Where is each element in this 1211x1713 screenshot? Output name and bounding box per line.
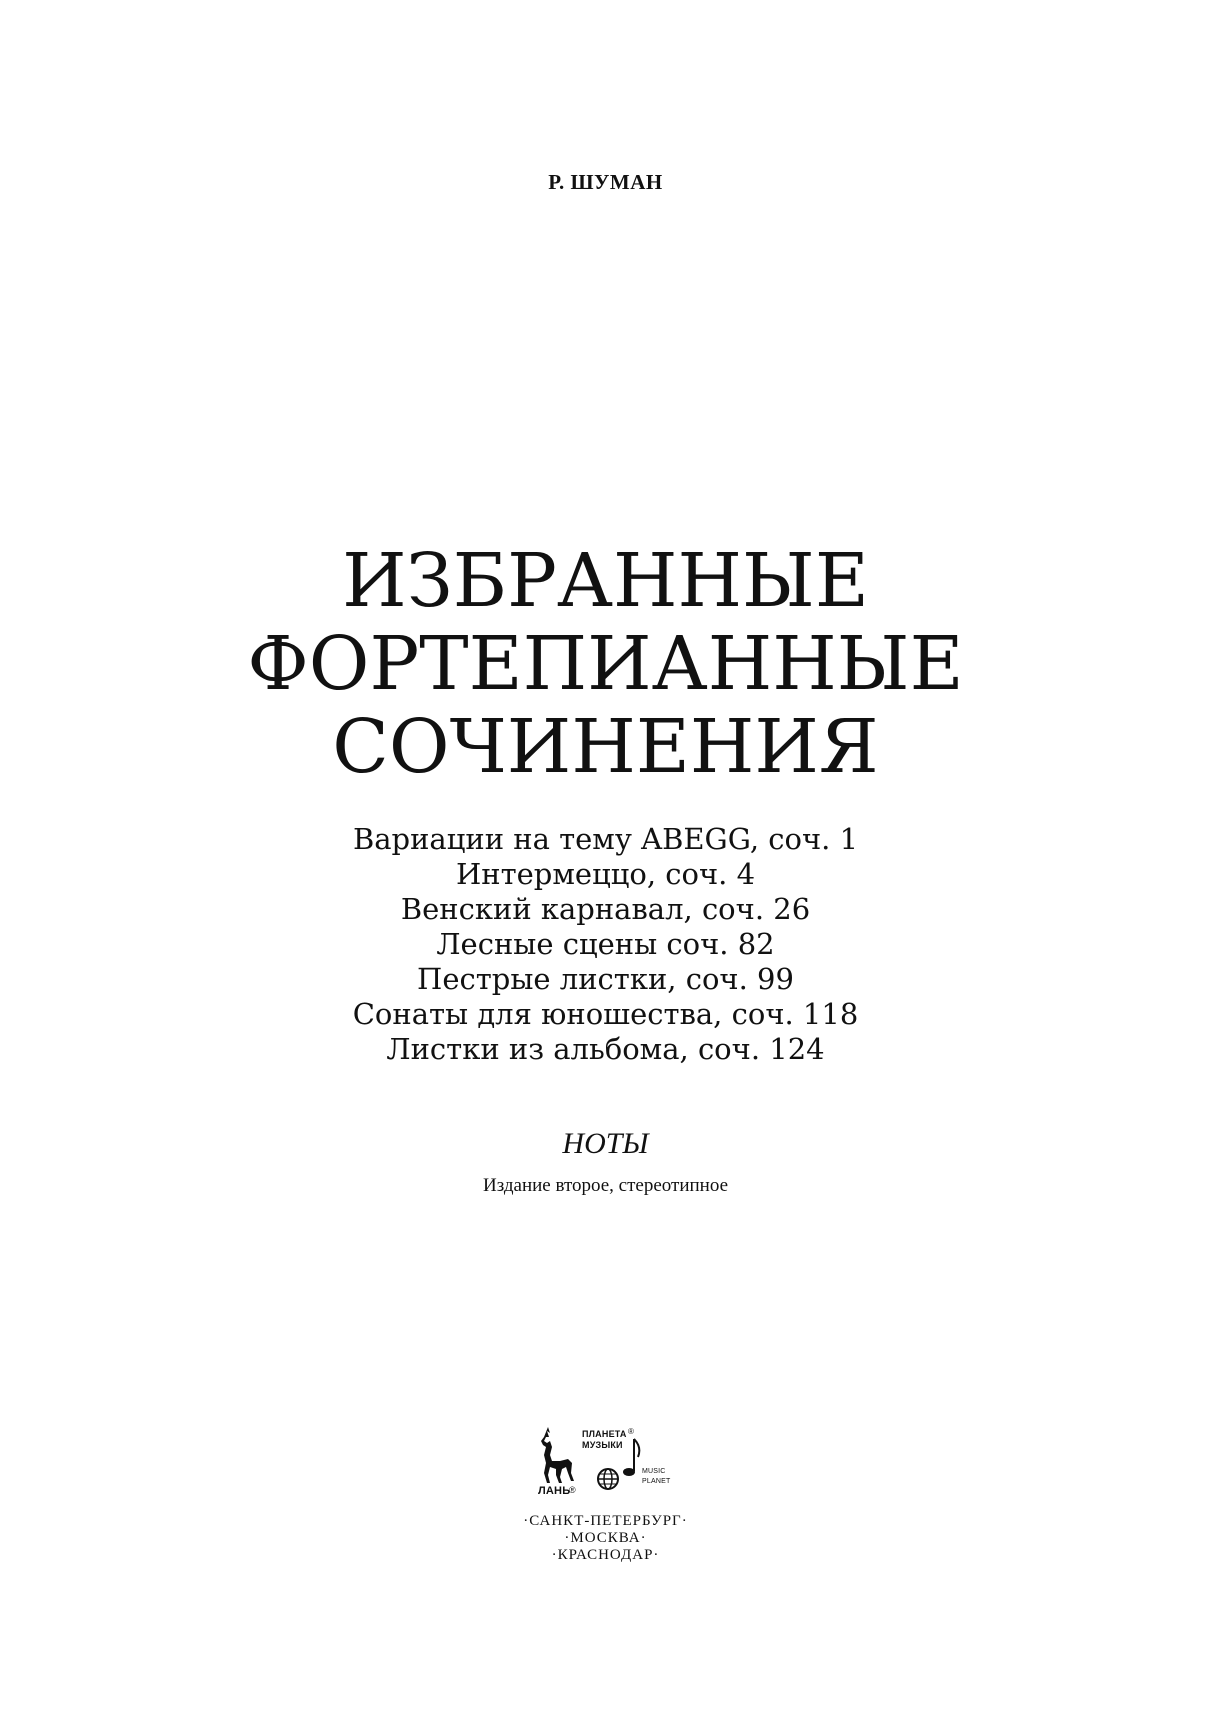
title-line: ФОРТЕПИАННЫЕ xyxy=(247,621,964,707)
registered-mark: ® xyxy=(569,1485,576,1495)
globe-icon xyxy=(596,1467,620,1491)
edition-note: Издание второе, стереотипное xyxy=(482,1175,729,1196)
publication-kind: НОТЫ xyxy=(562,1127,649,1160)
work-item: Лесные сцены соч. 82 xyxy=(436,927,775,961)
works-list xyxy=(0,822,1211,1067)
work-item: Венский карнавал, соч. 26 xyxy=(400,892,811,926)
logo-planet-text: PLANET xyxy=(642,1478,671,1485)
logo-lan-text: ЛАНЬ xyxy=(538,1485,571,1497)
logo-planeta-text: ПЛАНЕТА xyxy=(582,1429,627,1439)
city-line: ·МОСКВА· xyxy=(564,1530,647,1546)
title-line: ИЗБРАННЫЕ xyxy=(342,538,869,624)
book-title xyxy=(0,540,1211,789)
author-name: Р. ШУМАН xyxy=(548,170,663,194)
city-line: ·САНКТ-ПЕТЕРБУРГ· xyxy=(523,1513,688,1529)
work-item: Листки из альбома, соч. 124 xyxy=(386,1032,825,1066)
logo-muzyki-text: МУЗЫКИ xyxy=(582,1440,623,1450)
title-line: СОЧИНЕНИЯ xyxy=(332,704,879,790)
deer-icon xyxy=(538,1425,578,1487)
work-item: Пестрые листки, соч. 99 xyxy=(417,962,794,996)
registered-mark: ® xyxy=(628,1427,635,1436)
logo-music-text: MUSIC xyxy=(642,1468,666,1475)
work-item: Сонаты для юношества, соч. 118 xyxy=(352,997,859,1031)
publisher-logo xyxy=(538,1425,674,1505)
city-line: ·КРАСНОДАР· xyxy=(551,1547,660,1563)
publisher-cities xyxy=(0,1513,1211,1564)
work-item: Вариации на тему ABEGG, соч. 1 xyxy=(352,822,859,856)
music-note-icon xyxy=(622,1435,642,1481)
work-item: Интермеццо, соч. 4 xyxy=(455,857,756,891)
